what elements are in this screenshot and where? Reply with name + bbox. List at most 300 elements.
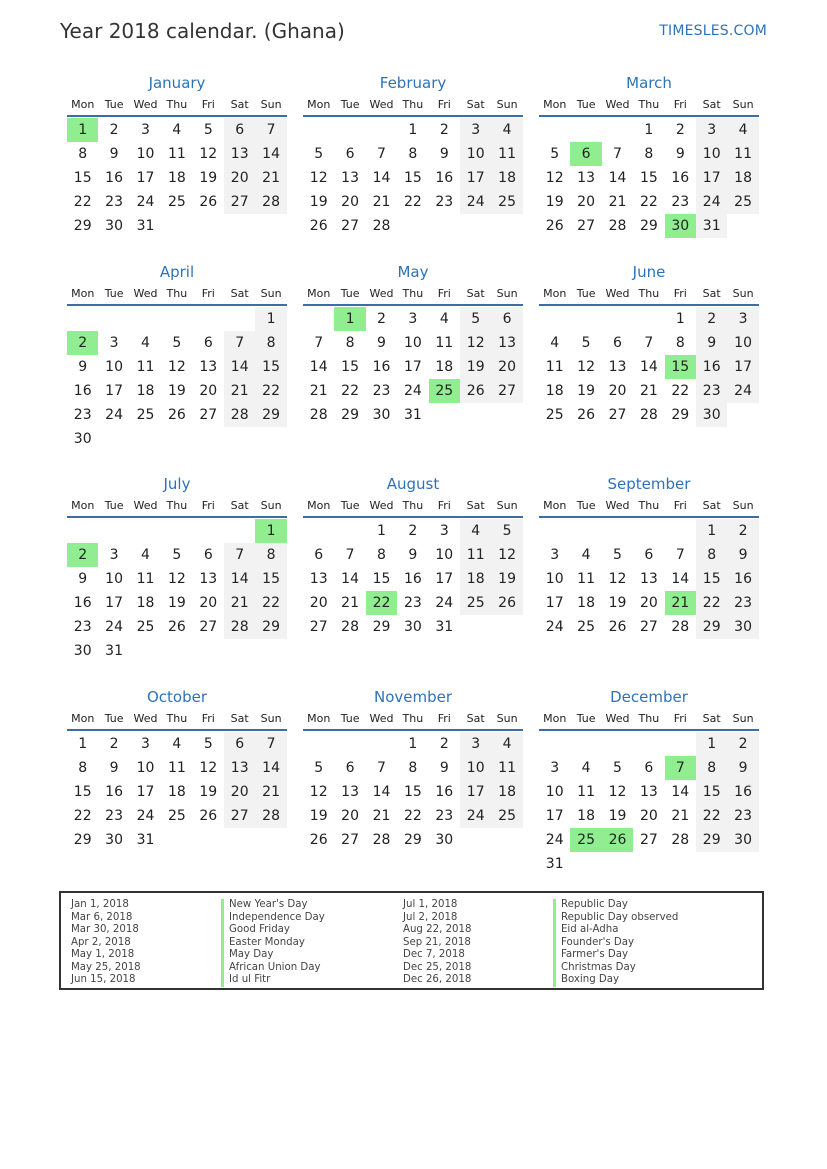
day-cell: 10 [136,760,155,776]
day-cell: 12 [199,760,218,776]
day-cell: 24 [545,619,564,635]
day-cell: 30 [696,403,727,427]
day-cell: 28 [372,832,391,848]
day-cell: 19 [309,194,328,210]
holiday-name: Boxing Day [553,974,678,987]
weekday-label: Tue [104,98,124,111]
weekday-label: Wed [369,499,394,512]
day-cell: 24 [460,804,491,828]
day-cell: 21 [372,194,391,210]
day-cell: 25 [136,407,155,423]
day-cell: 4 [141,335,150,351]
day-cell: 28 [341,619,359,635]
day-cell: 2 [408,523,418,539]
day-cell: 23 [372,383,391,399]
day-cell: 3 [109,547,119,563]
day-cell: 5 [203,736,213,752]
holiday-date: Sep 21, 2018 [403,936,471,948]
day-cell: 27 [341,218,359,234]
weekday-label: Wed [133,712,158,725]
day-cell: 9 [109,760,119,776]
day-cell: 25 [491,804,522,828]
holiday-date: Dec 25, 2018 [403,961,472,973]
weekday-label: Mon [543,287,567,300]
day-cell: 23 [73,407,92,423]
day-cell: 8 [675,335,685,351]
holiday-day-cell: 30 [665,214,696,238]
weekday-label: Fri [673,98,687,111]
month-title: July [163,475,191,493]
day-cell: 7 [224,543,255,567]
day-cell: 10 [105,359,123,375]
day-cell: 20 [309,595,328,611]
day-cell: 27 [224,190,255,214]
day-cell: 3 [460,732,491,756]
day-cell: 23 [403,595,422,611]
day-cell: 27 [224,804,255,828]
day-cell: 22 [403,194,422,210]
weekday-label: Tue [340,712,360,725]
holiday-date: Jul 2, 2018 [403,911,458,923]
weekday-header [539,286,759,306]
holiday-date: Jan 1, 2018 [71,899,129,910]
day-cell: 17 [460,166,491,190]
day-cell: 22 [696,804,727,828]
day-cell: 15 [255,355,286,379]
day-cell: 6 [314,547,324,563]
day-cell: 17 [403,359,422,375]
day-cell: 31 [136,218,155,234]
holiday-day-cell: 25 [429,379,460,403]
day-cell: 31 [435,619,454,635]
day-cell: 8 [255,543,286,567]
day-cell: 13 [639,784,658,800]
brand-link[interactable]: TIMESLES.COM [659,23,767,39]
day-cell: 4 [581,547,591,563]
weekday-label: Sun [732,499,754,512]
day-cell: 29 [73,218,92,234]
holiday-day-cell: 15 [665,355,696,379]
day-cell: 14 [224,567,255,591]
weekday-label: Sat [466,499,485,512]
weekday-label: Sun [732,98,754,111]
day-cell: 23 [73,619,92,635]
day-cell: 15 [341,359,359,375]
weekday-label: Sat [466,287,485,300]
day-cell: 17 [136,170,155,186]
legend-dates-column-1 [71,899,141,987]
day-cell: 27 [577,218,595,234]
day-cell: 2 [109,122,119,138]
day-cell: 4 [550,335,560,351]
day-cell: 20 [608,383,627,399]
holiday-date: Mar 6, 2018 [71,911,133,923]
day-cell: 14 [341,571,359,587]
day-cell: 8 [377,547,386,563]
day-cell: 29 [696,615,727,639]
day-cell: 25 [491,190,522,214]
weekday-label: Thu [402,98,424,111]
day-cell: 8 [408,146,418,162]
day-cell: 16 [696,355,727,379]
day-cell: 24 [435,595,454,611]
day-cell: 4 [727,118,758,142]
weekday-label: Thu [402,287,424,300]
day-cell: 16 [727,567,758,591]
weekday-label: Wed [133,499,158,512]
month-march [539,72,759,272]
day-cell: 12 [309,170,328,186]
weekday-label: Sun [496,98,518,111]
month-may [303,261,523,461]
day-cell: 17 [105,383,123,399]
day-cell: 10 [460,142,491,166]
holiday-day-cell: 1 [255,519,286,543]
weekday-label: Mon [307,499,331,512]
weekday-label: Sun [496,712,518,725]
day-cell: 11 [435,335,454,351]
day-cell: 11 [136,359,155,375]
day-cell: 16 [73,595,92,611]
day-cell: 1 [675,311,685,327]
weekday-label: Wed [369,287,394,300]
holiday-date: Apr 2, 2018 [71,936,131,948]
month-title: June [632,263,666,281]
legend-names-column-2 [553,899,678,987]
day-cell: 9 [439,146,449,162]
day-cell: 3 [439,523,449,539]
day-cell: 17 [105,595,123,611]
day-cell: 10 [545,784,564,800]
day-cell: 30 [403,619,422,635]
day-cell: 25 [460,591,491,615]
day-cell: 21 [341,595,359,611]
day-cell: 7 [675,547,685,563]
day-cell: 18 [136,595,155,611]
day-cell: 3 [460,118,491,142]
day-cell: 27 [341,832,359,848]
day-cell: 11 [727,142,758,166]
day-cell: 17 [545,595,564,611]
weekday-label: Thu [638,712,660,725]
day-cell: 9 [109,146,119,162]
holiday-name: Id ul Fitr [221,974,325,987]
day-cell: 11 [167,146,186,162]
day-cell: 20 [577,194,595,210]
day-cell: 30 [435,832,454,848]
day-cell: 2 [727,732,758,756]
day-cell: 27 [608,407,627,423]
weekday-label: Mon [307,712,331,725]
day-cell: 23 [727,591,758,615]
weekday-label: Thu [166,499,188,512]
day-cell: 29 [403,832,422,848]
day-cell: 26 [199,194,218,210]
day-cell: 26 [167,407,186,423]
day-cell: 2 [377,311,386,327]
day-cell: 15 [372,571,391,587]
day-cell: 21 [224,591,255,615]
day-cell: 25 [167,808,186,824]
weekday-label: Thu [402,499,424,512]
weekday-label: Thu [638,499,660,512]
day-cell: 11 [491,142,522,166]
day-cell: 25 [167,194,186,210]
day-cell: 29 [696,828,727,852]
holiday-date: Jun 15, 2018 [71,974,136,985]
day-cell: 2 [675,122,685,138]
day-cell: 13 [491,331,522,355]
weekday-label: Sat [702,98,721,111]
weekday-label: Fri [437,499,451,512]
holiday-day-cell: 7 [665,756,696,780]
weekday-header [67,286,287,306]
day-cell: 24 [460,190,491,214]
weekday-label: Tue [576,287,596,300]
day-cell: 7 [314,335,324,351]
day-cell: 8 [644,146,654,162]
day-cell: 23 [435,194,454,210]
weekday-label: Sat [230,98,249,111]
weekday-label: Sat [466,98,485,111]
weekday-label: Mon [543,712,567,725]
day-cell: 17 [136,784,155,800]
day-cell: 8 [255,331,286,355]
day-cell: 8 [696,543,727,567]
day-cell: 7 [644,335,654,351]
day-cell: 26 [577,407,595,423]
weekday-label: Tue [104,712,124,725]
weekday-label: Wed [369,712,394,725]
day-cell: 4 [491,118,522,142]
holiday-date: Mar 30, 2018 [71,924,139,935]
month-title: March [626,74,672,92]
day-cell: 9 [408,547,418,563]
day-cell: 14 [309,359,328,375]
weekday-label: Thu [402,712,424,725]
day-cell: 11 [577,784,595,800]
day-cell: 19 [460,355,491,379]
day-cell: 1 [78,736,88,752]
month-june [539,261,759,461]
day-cell: 18 [435,359,454,375]
holiday-day-cell: 25 [570,828,601,852]
holiday-day-cell: 2 [67,543,98,567]
day-cell: 16 [435,784,454,800]
day-cell: 29 [372,619,391,635]
month-august [303,473,523,673]
day-cell: 6 [644,547,654,563]
day-cell: 11 [460,543,491,567]
day-cell: 13 [341,784,359,800]
day-cell: 19 [577,383,595,399]
day-cell: 18 [491,780,522,804]
day-cell: 18 [727,166,758,190]
day-cell: 6 [224,732,255,756]
weekday-label: Fri [201,499,215,512]
day-cell: 24 [727,379,758,403]
weekday-label: Fri [201,98,215,111]
weekday-label: Fri [437,287,451,300]
month-september [539,473,759,673]
day-cell: 31 [696,214,727,238]
day-cell: 23 [105,808,123,824]
day-cell: 7 [255,732,286,756]
weekday-label: Mon [71,98,95,111]
holiday-name: New Year's Day [221,899,325,912]
day-cell: 25 [577,619,595,635]
day-cell: 10 [696,142,727,166]
day-cell: 22 [73,194,92,210]
day-cell: 3 [109,335,119,351]
weekday-label: Fri [673,499,687,512]
day-cell: 13 [608,359,627,375]
day-cell: 3 [141,736,150,752]
day-cell: 4 [491,732,522,756]
weekday-label: Sat [466,712,485,725]
holiday-name: Farmer's Day [553,949,678,962]
weekday-label: Fri [201,712,215,725]
day-cell: 17 [727,355,758,379]
weekday-label: Sun [732,287,754,300]
holiday-day-cell: 26 [602,828,633,852]
day-cell: 29 [639,218,658,234]
day-cell: 1 [377,523,386,539]
day-cell: 13 [224,756,255,780]
day-cell: 26 [608,619,627,635]
day-cell: 22 [639,194,658,210]
day-cell: 2 [439,736,449,752]
day-cell: 4 [581,760,591,776]
weekday-label: Thu [638,98,660,111]
page-title: Year 2018 calendar. (Ghana) [60,19,345,43]
day-cell: 14 [255,756,286,780]
day-cell: 12 [460,331,491,355]
day-cell: 31 [545,856,564,872]
day-cell: 21 [224,379,255,403]
day-cell: 21 [372,808,391,824]
day-cell: 8 [408,760,418,776]
weekday-label: Wed [605,712,630,725]
day-cell: 6 [345,760,355,776]
day-cell: 20 [199,595,218,611]
day-cell: 16 [435,170,454,186]
day-cell: 19 [167,595,186,611]
day-cell: 16 [727,780,758,804]
weekday-label: Fri [201,287,215,300]
day-cell: 28 [224,615,255,639]
legend-dates-column-2 [403,899,472,987]
weekday-label: Fri [673,712,687,725]
holiday-day-cell: 2 [67,331,98,355]
day-cell: 18 [167,784,186,800]
day-cell: 14 [671,571,690,587]
weekday-label: Thu [166,98,188,111]
month-title: April [159,263,195,281]
holiday-date: Jul 1, 2018 [403,899,458,910]
day-cell: 30 [73,643,92,659]
weekday-label: Sat [230,499,249,512]
day-cell: 16 [671,170,690,186]
day-cell: 11 [491,756,522,780]
day-cell: 5 [613,760,622,776]
day-cell: 26 [545,218,564,234]
day-cell: 14 [224,355,255,379]
day-cell: 19 [608,808,627,824]
day-cell: 28 [224,403,255,427]
day-cell: 9 [377,335,386,351]
day-cell: 15 [73,784,92,800]
day-cell: 24 [105,619,123,635]
holiday-date: Dec 26, 2018 [403,974,472,985]
day-cell: 12 [167,571,186,587]
weekday-label: Sat [702,499,721,512]
day-cell: 19 [491,567,522,591]
weekday-header [539,711,759,731]
day-cell: 17 [696,166,727,190]
day-cell: 16 [73,383,92,399]
weekday-label: Sat [702,287,721,300]
day-cell: 6 [345,146,355,162]
day-cell: 4 [439,311,449,327]
weekday-label: Sun [496,499,518,512]
day-cell: 22 [696,591,727,615]
day-cell: 25 [727,190,758,214]
day-cell: 12 [309,784,328,800]
day-cell: 11 [167,760,186,776]
weekday-label: Sat [230,287,249,300]
day-cell: 5 [314,146,324,162]
day-cell: 9 [439,760,449,776]
day-cell: 13 [577,170,595,186]
holiday-day-cell: 6 [570,142,601,166]
day-cell: 22 [73,808,92,824]
weekday-label: Thu [638,287,660,300]
day-cell: 15 [73,170,92,186]
weekday-label: Sun [260,712,282,725]
day-cell: 20 [639,808,658,824]
day-cell: 20 [199,383,218,399]
day-cell: 15 [696,780,727,804]
day-cell: 19 [199,170,218,186]
day-cell: 10 [727,331,758,355]
day-cell: 12 [491,543,522,567]
day-cell: 1 [255,307,286,331]
weekday-label: Mon [307,98,331,111]
weekday-header [303,97,523,117]
day-cell: 18 [577,595,595,611]
day-cell: 13 [639,571,658,587]
weekday-label: Mon [71,712,95,725]
day-cell: 30 [727,615,758,639]
day-cell: 19 [199,784,218,800]
weekday-label: Sun [260,499,282,512]
day-cell: 18 [491,166,522,190]
day-cell: 9 [78,359,88,375]
day-cell: 15 [255,567,286,591]
day-cell: 19 [167,383,186,399]
day-cell: 24 [136,194,155,210]
day-cell: 15 [639,170,658,186]
weekday-label: Wed [605,287,630,300]
day-cell: 31 [136,832,155,848]
day-cell: 23 [435,808,454,824]
day-cell: 3 [696,118,727,142]
day-cell: 10 [435,547,454,563]
weekday-label: Fri [437,712,451,725]
day-cell: 6 [203,547,213,563]
weekday-header [67,498,287,518]
